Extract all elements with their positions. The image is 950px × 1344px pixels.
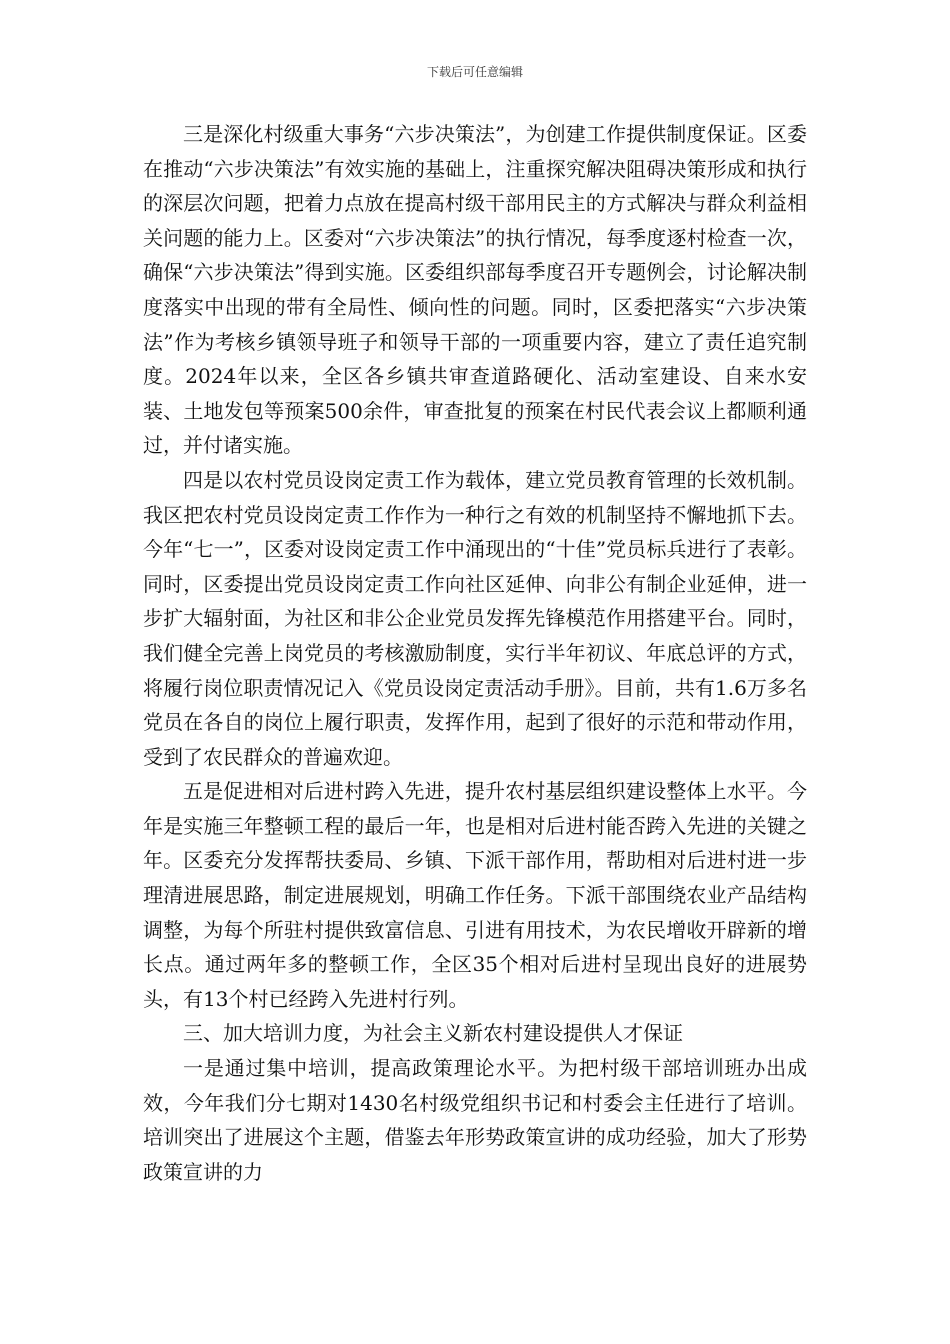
paragraph-party-member-posts: 四是以农村党员设岗定责工作为载体，建立党员教育管理的长效机制。我区把农村党员设岗定责工作作为一种行之有效的机制坚持不懈地抓下去。今年“七一”，区委对设岗定责工作中涌现出的“十佳”党员标兵进行了表彰。同时，区委提出党员设岗定责工作向社区延伸、向非公有制企业延伸，进一步扩大辐射面，为社区和非公企业党员发挥先锋模范作用搭建平台。同时，我们健全完善上岗党员的考核激励制度，实行半年初议、年底总评的方式，将履行岗位职责情况记入《党员设岗定责活动手册》。目前，共有1.6万多名党员在各自的岗位上履行职责，发挥作用，起到了很好的示范和带动作用，受到了农民群众的普遍欢迎。 — [143, 467, 807, 769]
section-heading-training: 三、加大培训力度，为社会主义新农村建设提供人才保证 — [183, 1021, 683, 1046]
paragraph-six-step-decision: 三是深化村级重大事务“六步决策法”，为创建工作提供制度保证。区委在推动“六步决策法”有效实施的基础上，注重探究解决阻碍决策形成和执行的深层次问题，把着力点放在提高村级干部用民主的方式解决与群众利益相关问题的能力上。区委对“六步决策法”的执行情况，每季度逐村检查一次，确保“六步决策法”得到实施。区委组织部每季度召开专题例会，讨论解决制度落实中出现的带有全局性、倾向性的问题。同时，区委把落实“六步决策法”作为考核乡镇领导班子和领导干部的一项重要内容，建立了责任追究制度。2024年以来，全区各乡镇共审查道路硬化、活动室建设、自来水安装、土地发包等预案500余件，审查批复的预案在村民代表会议上都顺利通过，并付诸实施。 — [143, 122, 807, 458]
document-body — [143, 117, 807, 1189]
paragraph-centralized-training: 一是通过集中培训，提高政策理论水平。为把村级干部培训班办出成效，今年我们分七期对1430名村级党组织书记和村委会主任进行了培训。培训突出了进展这个主题，借鉴去年形势政策宣讲的成功经验，加大了形势政策宣讲的力 — [143, 1056, 807, 1184]
page-header: 下载后可任意编辑 — [426, 65, 523, 79]
paragraph-backward-villages: 五是促进相对后进村跨入先进，提升农村基层组织建设整体上水平。今年是实施三年整顿工程的最后一年，也是相对后进村能否跨入先进的关键之年。区委充分发挥帮扶委局、乡镇、下派干部作用，帮助相对后进村进一步理清进展思路，制定进展规划，明确工作任务。下派干部围绕农业产品结构调整，为每个所驻村提供致富信息、引进有用技术，为农民增收开辟新的增长点。通过两年多的整顿工作，全区35个相对后进村呈现出良好的进展势头，有13个村已经跨入先进村行列。 — [143, 779, 807, 1011]
